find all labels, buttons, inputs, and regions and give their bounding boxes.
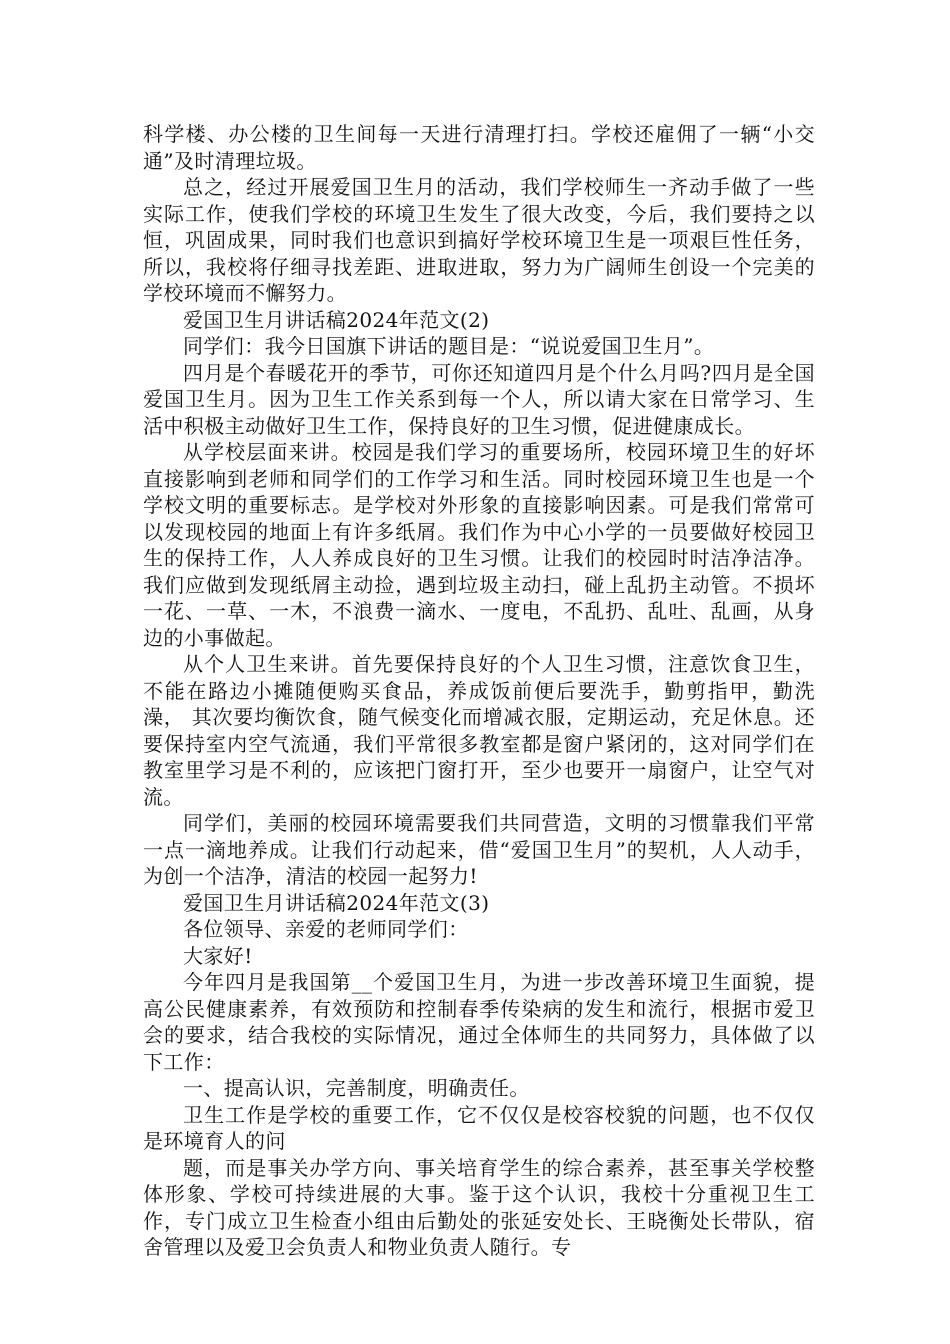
paragraph: 同学们：我今日国旗下讲话的题目是：“说说爱国卫生月”。	[183, 334, 715, 358]
paragraph: 从学校层面来讲。校园是我们学习的重要场所，校园环境卫生的好坏直接影响到老师和同学们的工作学习和生活。同时校园环境卫生也是一个学校文明的重要标志。是学校对外形象的直接影响因素。可是我们常常可以发现校园的地面上有许多纸屑。我们作为中心小学的一员要做好校园卫生的保持工作，人人养成良好的卫生习惯。让我们的校园时时洁净洁净。我们应做到发现纸屑主动捡，遇到垃圾主动扫，碰上乱扔主动管。不损坏一花、一草、一木，不浪费一滴水、一度电，不乱扔、乱吐、乱画，从身边的小事做起。	[143, 440, 815, 650]
paragraph: 四月是个春暖花开的季节，可你还知道四月是个什么月吗?四月是全国爱国卫生月。因为卫生工作关系到每一个人，所以请大家在日常学习、生活中积极主动做好卫生工作，保持良好的卫生习惯，促进健康成长。	[143, 360, 815, 438]
document-page	[143, 121, 815, 1261]
paragraph: 今年四月是我国第__个爱国卫生月，为进一步改善环境卫生面貌，提高公民健康素养，有效预防和控制春季传染病的发生和流行，根据市爱卫会的要求，结合我校的实际情况，通过全体师生的共同努力，具体做了以下工作：	[143, 970, 815, 1074]
paragraph: 从个人卫生来讲。首先要保持良好的个人卫生习惯，注意饮食卫生，不能在路边小摊随便购买食品，养成饭前便后要洗手，勤剪指甲，勤洗澡， 其次要均衡饮食，随气候变化而增减衣服，定期运动，充足休息。还要保持室内空气流通，我们平常很多教室都是窗户紧闭的，这对同学们在教室里学习是不利的，应该把门窗打开，至少也要开一扇窗户，让空气对流。	[143, 652, 815, 809]
paragraph: 科学楼、办公楼的卫生间每一天进行清理打扫。学校还雇佣了一辆“小交通”及时清理垃圾。	[143, 122, 815, 173]
section-heading: 爱国卫生月讲话稿2024年范文(3)	[183, 890, 490, 915]
salutation: 各位领导、亲爱的老师同学们：	[183, 917, 469, 941]
section-heading: 爱国卫生月讲话稿2024年范文(2)	[183, 307, 490, 332]
paragraph: 卫生工作是学校的重要工作，它不仅仅是校容校貌的问题，也不仅仅是环境育人的问	[143, 1102, 815, 1153]
paragraph: 题，而是事关办学方向、事关培育学生的综合素养，甚至事关学校整体形象、学校可持续进展的大事。鉴于这个认识，我校十分重视卫生工作，专门成立卫生检查小组由后勤处的张延安处长、王晓衡处长带队，宿舍管理以及爱卫会负责人和物业负责人随行。专	[143, 1155, 815, 1259]
greeting: 大家好!	[183, 943, 253, 968]
paragraph: 同学们，美丽的校园环境需要我们共同营造，文明的习惯靠我们平常一点一滴地养成。让我们行动起来，借“爱国卫生月”的契机，人人动手，为创一个洁净，清洁的校园一起努力!	[143, 811, 815, 888]
paragraph: 总之，经过开展爱国卫生月的活动，我们学校师生一齐动手做了一些实际工作，使我们学校的环境卫生发生了很大改变，今后，我们要持之以恒，巩固成果，同时我们也意识到搞好学校环境卫生是一项艰巨性任务，所以，我校将仔细寻找差距、进取进取，努力为广阔师生创设一个完美的学校环境而不懈努力。	[143, 175, 815, 305]
subheading: 一、提高认识，完善制度，明确责任。	[183, 1076, 530, 1100]
